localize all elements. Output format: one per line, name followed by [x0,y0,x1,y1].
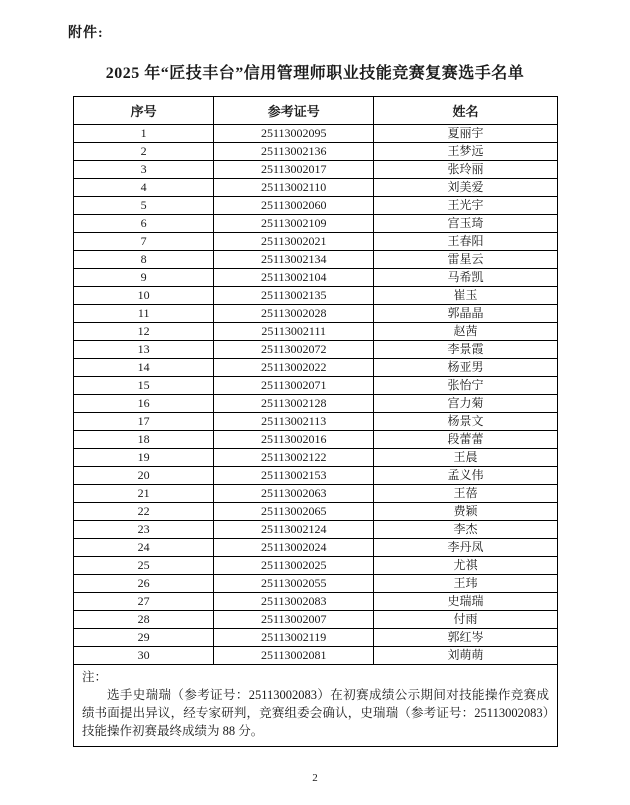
candidate-id: 25113002104 [214,269,374,287]
candidate-id: 25113002016 [214,431,374,449]
row-index: 24 [74,539,214,557]
row-index: 14 [74,359,214,377]
row-index: 8 [74,251,214,269]
row-index: 3 [74,161,214,179]
row-index: 30 [74,647,214,665]
note-row [74,665,558,747]
column-header-candidate-id: 参考证号 [214,97,374,125]
candidate-name: 宫力菊 [374,395,558,413]
column-header-index: 序号 [74,97,214,125]
candidate-name: 杨亚男 [374,359,558,377]
table-row [74,287,558,305]
candidate-id: 25113002110 [214,179,374,197]
table-row [74,197,558,215]
candidate-id: 25113002111 [214,323,374,341]
column-header-candidate-name: 姓名 [374,97,558,125]
note-text: 选手史瑞瑞（参考证号：25113002083）在初赛成绩公示期间对技能操作竞赛成绩书面提出异议，经专家研判，竞赛组委会确认，史瑞瑞（参考证号：25113002083）技能操作初赛最终成绩为 88 分。 [82,688,549,738]
row-index: 22 [74,503,214,521]
candidate-name: 刘萌萌 [374,647,558,665]
row-index: 21 [74,485,214,503]
candidate-name: 张玲丽 [374,161,558,179]
row-index: 1 [74,125,214,143]
candidate-id: 25113002134 [214,251,374,269]
row-index: 28 [74,611,214,629]
row-index: 18 [74,431,214,449]
candidate-id: 25113002124 [214,521,374,539]
table-row [74,359,558,377]
note-cell [74,665,558,747]
candidate-name: 杨景文 [374,413,558,431]
table-row [74,521,558,539]
candidate-name: 李杰 [374,521,558,539]
candidate-id: 25113002072 [214,341,374,359]
roster-table-header [74,97,558,125]
table-row [74,269,558,287]
candidate-id: 25113002119 [214,629,374,647]
row-index: 26 [74,575,214,593]
page-title: 2025 年“匠技丰台”信用管理师职业技能竞赛复赛选手名单 [105,65,525,82]
table-row [74,557,558,575]
candidate-name: 郭晶晶 [374,305,558,323]
candidate-id: 25113002136 [214,143,374,161]
candidate-name: 宫玉琦 [374,215,558,233]
table-row [74,179,558,197]
table-row [74,143,558,161]
candidate-id: 25113002113 [214,413,374,431]
table-row [74,593,558,611]
note-label: 注： [82,670,108,684]
table-row [74,647,558,665]
table-row [74,377,558,395]
table-row [74,575,558,593]
candidate-name: 费颖 [374,503,558,521]
candidate-id: 25113002025 [214,557,374,575]
candidate-name: 张怡宁 [374,377,558,395]
candidate-id: 25113002017 [214,161,374,179]
table-row [74,305,558,323]
table-row [74,503,558,521]
candidate-id: 25113002081 [214,647,374,665]
candidate-name: 王蓓 [374,485,558,503]
candidate-name: 马希凯 [374,269,558,287]
candidate-id: 25113002022 [214,359,374,377]
row-index: 16 [74,395,214,413]
row-index: 10 [74,287,214,305]
candidate-id: 25113002063 [214,485,374,503]
page-number: 2 [312,772,318,784]
table-row [74,539,558,557]
header-row [74,97,558,125]
candidate-id: 25113002024 [214,539,374,557]
candidate-id: 25113002065 [214,503,374,521]
row-index: 23 [74,521,214,539]
attachment-label: 附件: [68,26,104,41]
candidate-id: 25113002122 [214,449,374,467]
row-index: 11 [74,305,214,323]
row-index: 20 [74,467,214,485]
table-row [74,467,558,485]
candidate-name: 赵茜 [374,323,558,341]
row-index: 29 [74,629,214,647]
candidate-name: 刘美爱 [374,179,558,197]
row-index: 15 [74,377,214,395]
table-row [74,161,558,179]
candidate-name: 王光宇 [374,197,558,215]
table-row [74,629,558,647]
candidate-name: 李景霞 [374,341,558,359]
row-index: 6 [74,215,214,233]
candidate-name: 夏丽宇 [374,125,558,143]
row-index: 7 [74,233,214,251]
row-index: 17 [74,413,214,431]
candidate-name: 郭红岑 [374,629,558,647]
candidate-id: 25113002060 [214,197,374,215]
candidate-name: 孟义伟 [374,467,558,485]
row-index: 4 [74,179,214,197]
candidate-id: 25113002083 [214,593,374,611]
row-index: 5 [74,197,214,215]
candidate-name: 王梦远 [374,143,558,161]
candidate-name: 雷星云 [374,251,558,269]
candidate-id: 25113002128 [214,395,374,413]
candidate-id: 25113002109 [214,215,374,233]
candidate-name: 段蕾蕾 [374,431,558,449]
candidate-id: 25113002007 [214,611,374,629]
roster-table-footer [74,665,558,747]
candidate-id: 25113002021 [214,233,374,251]
table-row [74,341,558,359]
candidate-name: 崔玉 [374,287,558,305]
row-index: 27 [74,593,214,611]
table-row [74,125,558,143]
table-row [74,485,558,503]
table-row [74,413,558,431]
roster-table [73,96,558,747]
table-row [74,233,558,251]
candidate-id: 25113002135 [214,287,374,305]
candidate-name: 尤祺 [374,557,558,575]
candidate-name: 付雨 [374,611,558,629]
row-index: 2 [74,143,214,161]
candidate-name: 李丹凤 [374,539,558,557]
candidate-name: 王春阳 [374,233,558,251]
table-row [74,395,558,413]
table-row [74,431,558,449]
table-row [74,449,558,467]
candidate-id: 25113002153 [214,467,374,485]
candidate-id: 25113002055 [214,575,374,593]
row-index: 9 [74,269,214,287]
table-row [74,323,558,341]
row-index: 13 [74,341,214,359]
row-index: 12 [74,323,214,341]
candidate-id: 25113002071 [214,377,374,395]
candidate-id: 25113002095 [214,125,374,143]
candidate-name: 王晨 [374,449,558,467]
row-index: 25 [74,557,214,575]
row-index: 19 [74,449,214,467]
candidate-id: 25113002028 [214,305,374,323]
table-row [74,251,558,269]
table-row [74,611,558,629]
roster-table-body [74,125,558,665]
candidate-name: 史瑞瑞 [374,593,558,611]
candidate-name: 王玮 [374,575,558,593]
table-row [74,215,558,233]
